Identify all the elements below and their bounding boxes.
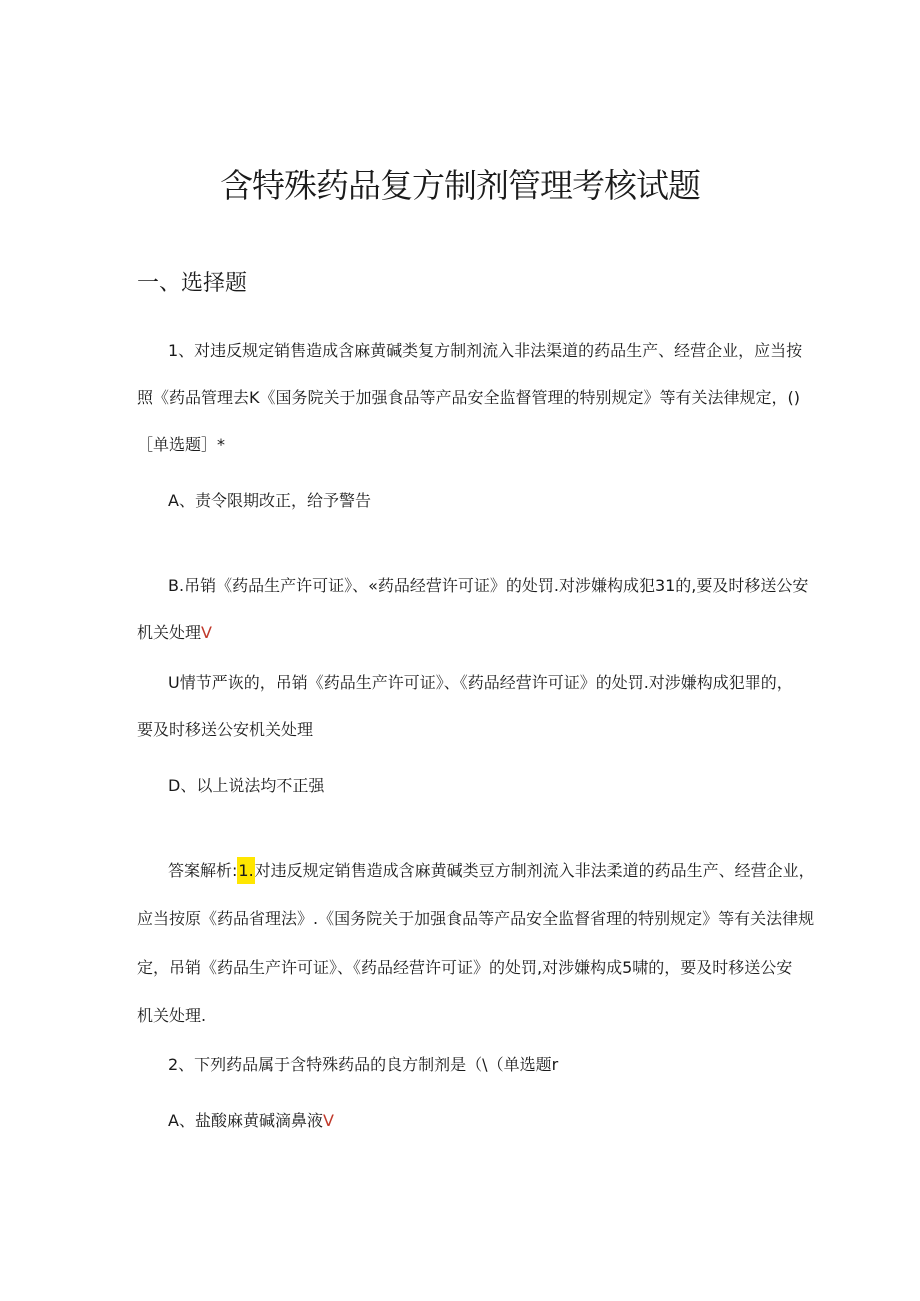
q2-option-a <box>168 1111 334 1131</box>
option-b-text: 机关处理 <box>137 623 202 642</box>
question-1-type: ［单选题］* <box>137 435 226 454</box>
q1-option-b-line-2 <box>137 623 212 643</box>
q1-option-c-line-2: 要及时移送公安机关处理 <box>137 720 314 739</box>
answer-text: 对违反规定销售造成含麻黄碱类豆方制剂流入非法柔道的药品生产、经营企业， <box>254 861 815 880</box>
highlighted-number: 1. <box>237 857 254 884</box>
q1-option-b-line-1: B.吊销《药品生产许可证》、«药品经营许可证》的处罚.对涉嫌构成犯31的,要及时移送公安 <box>168 576 809 595</box>
answer-analysis-line-3: 定，吊销《药品生产许可证》、《药品经营许可证》的处罚,对涉嫌构成5啸的，要及时移送公安 <box>137 958 793 977</box>
question-2-line-1: 2、下列药品属于含特殊药品的良方制剂是（\（单选题r <box>168 1055 559 1074</box>
section-heading: 一、选择题 <box>137 271 248 296</box>
option-a-text: A、盐酸麻黄碱滴鼻液 <box>168 1111 323 1130</box>
answer-analysis-line-4: 机关处理. <box>137 1006 207 1025</box>
q1-option-a: A、责令限期改正，给予警告 <box>168 491 371 510</box>
document-title: 含特殊药品复方制剂管理考核试题 <box>220 166 700 205</box>
answer-analysis-line-2: 应当按原《药品省理法》.《国务院关于加强食品等产品安全监督省理的特别规定》等有关法律规 <box>137 909 815 928</box>
q1-option-d: D、以上说法均不正强 <box>168 776 325 795</box>
correct-check-mark: V <box>322 1111 334 1130</box>
q1-option-c-line-1: U情节严诙的，吊销《药品生产许可证》、《药品经营许可证》的处罚.对涉嫌构成犯罪的， <box>168 673 793 692</box>
question-1-line-2: 照《药品管理去K《国务院关于加强食品等产品安全监督管理的特别规定》等有关法律规定，() <box>137 388 800 407</box>
question-1-line-1: 1、对违反规定销售造成含麻黄碱类复方制剂流入非法渠道的药品生产、经营企业，应当按 <box>168 341 803 360</box>
answer-label: 答案解析: <box>168 861 238 880</box>
answer-analysis-line-1 <box>168 861 815 881</box>
correct-check-mark: V <box>201 623 212 642</box>
